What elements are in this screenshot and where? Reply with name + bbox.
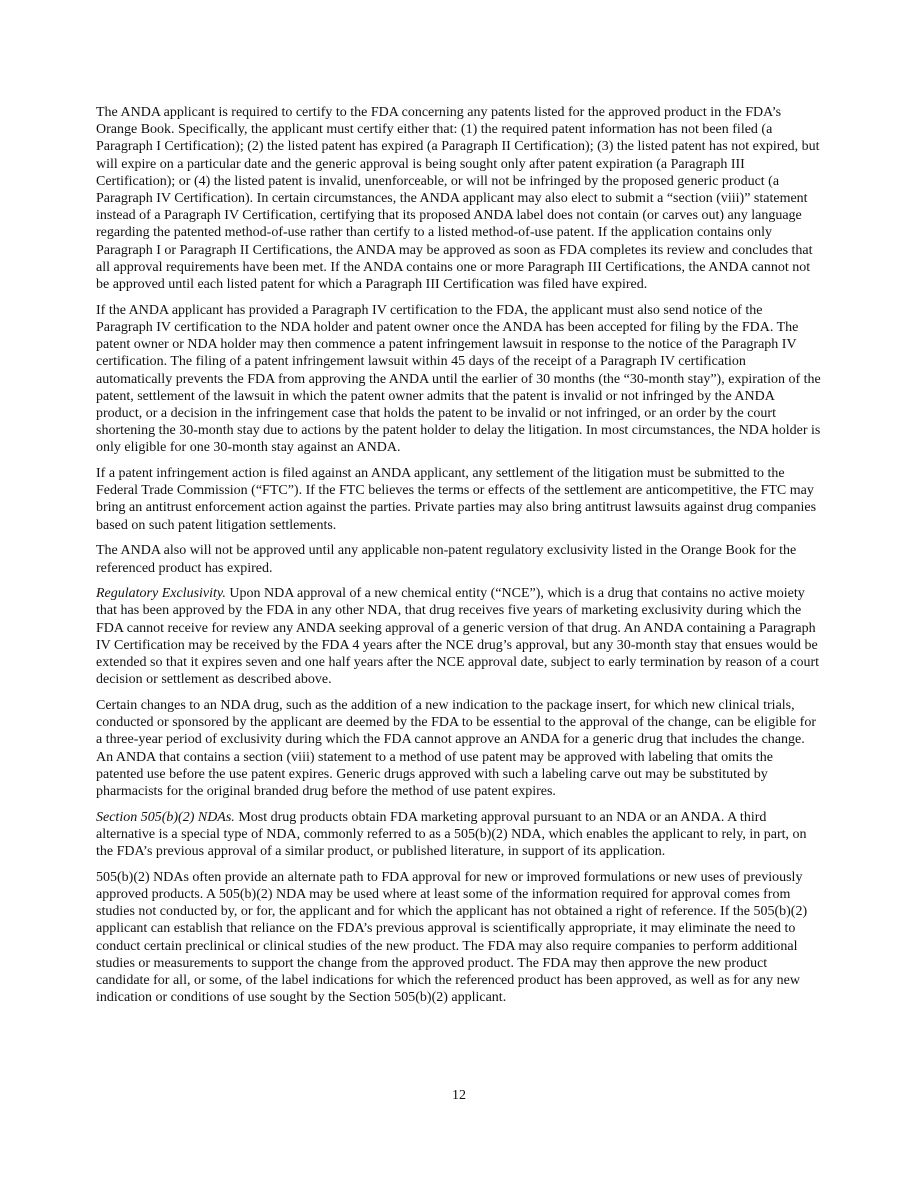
paragraph-heading: Section 505(b)(2) NDAs. xyxy=(96,809,235,825)
paragraph-text: If a patent infringement action is filed against an ANDA applicant, any settlement of the litigation must be submitted to the Federal Trade Commission (“FTC”). If the FTC believes the terms or effects of the settlement are anticompetitive, the FTC may bring an antitrust enforcement action against the parties. Private parties may also bring antitrust lawsuits against drug companies based on such patent litigation settlements. xyxy=(96,466,817,533)
paragraph-non-patent-exclusivity xyxy=(96,542,822,576)
paragraph-505b2-alternate-path xyxy=(96,869,822,1007)
paragraph-text: Certain changes to an NDA drug, such as the addition of a new indication to the package insert, for which new clinical trials, conducted or sponsored by the applicant are deemed by the FDA to be essential to the approval of the change, can be eligible for a three-year period of exclusivity during which the FDA cannot approve an ANDA for a generic drug that includes the change. An ANDA that contains a section (viii) statement to a method of use patent may be approved with labeling that omits the patented use before the use patent expires. Generic drugs approved with such a labeling carve out may be substituted by pharmacists for the original branded drug before the method of use patent expires. xyxy=(96,698,816,800)
paragraph-certifications xyxy=(96,104,822,293)
paragraph-text: Upon NDA approval of a new chemical entity (“NCE”), which is a drug that contains no active moiety that has been approved by the FDA in any other NDA, that drug receives five years of marketing exclusivity during which the FDA cannot receive for review any ANDA seeking approval of a generic version of that drug. An ANDA containing a Paragraph IV Certification may be received by the FDA 4 years after the NCE drug’s approval, but any 30-month stay that ensues would be extended so that it expires seven and one half years after the NCE approval date, subject to early termination by reason of a court decision or settlement as described above. xyxy=(96,586,820,688)
page-number: 12 xyxy=(452,1088,466,1103)
paragraph-text: Most drug products obtain FDA marketing approval pursuant to an NDA or an ANDA. A third alternative is a special type of NDA, commonly referred to as a 505(b)(2) NDA, which enables the applicant to rely, in part, on the FDA’s previous approval of a similar product, or published literature, in support of its application. xyxy=(96,809,807,860)
paragraph-text: The ANDA applicant is required to certify to the FDA concerning any patents listed for the approved product in the FDA’s Orange Book. Specifically, the applicant must certify either that: (1) the required patent information has not been filed (a Paragraph I Certification); (2) the listed patent has expired (a Paragraph II Certification); (3) the listed patent has not expired, but will expire on a particular date and the generic approval is being sought only after patent expiration (a Paragraph III Certification); or (4) the listed patent is invalid, unenforceable, or will not be infringed by the proposed generic product (a Paragraph IV Certification). In certain circumstances, the ANDA applicant may also elect to submit a “section (viii)” statement instead of a Paragraph IV Certification, certifying that its proposed ANDA label does not contain (or carves out) any language regarding the patented method-of-use rather than certify to a listed method-of-use patent. If the application contains only Paragraph I or Paragraph II Certifications, the ANDA may be approved as soon as FDA completes its review and concludes that all approval requirements have been met. If the ANDA contains one or more Paragraph III Certifications, the ANDA cannot not be approved until each listed patent for which a Paragraph III Certification was filed have expired. xyxy=(96,105,820,293)
paragraph-text: 505(b)(2) NDAs often provide an alternate path to FDA approval for new or improved formulations or new uses of previously approved products. A 505(b)(2) NDA may be used where at least some of the information required for approval comes from studies not conducted by, or for, the applicant and for which the applicant has not obtained a right of reference. If the 505(b)(2) applicant can establish that reliance on the FDA’s previous approval is scientifically appropriate, it may eliminate the need to conduct certain preclinical or clinical studies of the new product. The FDA may also require companies to perform additional studies or measurements to support the change from the approved product. The FDA may then approve the new product candidate for all, or some, of the label indications for which the referenced product has been approved, as well as for any new indication or conditions of use sought by the Section 505(b)(2) applicant. xyxy=(96,869,808,1006)
paragraph-505b2-ndas xyxy=(96,809,822,861)
paragraph-ftc-settlement xyxy=(96,465,822,534)
paragraph-regulatory-exclusivity xyxy=(96,585,822,688)
paragraph-text: If the ANDA applicant has provided a Paragraph IV certification to the FDA, the applicant must also send notice of the Paragraph IV certification to the NDA holder and patent owner once the ANDA has been accepted for filing by the FDA. The patent owner or NDA holder may then commence a patent infringement lawsuit in response to the notice of the Paragraph IV certification. The filing of a patent infringement lawsuit within 45 days of the receipt of a Paragraph IV certification automatically prevents the FDA from approving the ANDA until the earlier of 30 months (the “30-month stay”), expiration of the patent, settlement of the lawsuit in which the patent owner admits that the patent is invalid or not infringed by the ANDA product, or a decision in the infringement case that holds the patent to be invalid or not infringed, or an order by the court shortening the 30-month stay due to actions by the patent holder to delay the litigation. In most circumstances, the NDA holder is only eligible for one 30-month stay against an ANDA. xyxy=(96,302,821,456)
document-body xyxy=(96,104,822,1015)
paragraph-paragraph-iv-notice xyxy=(96,302,822,457)
paragraph-three-year-exclusivity xyxy=(96,697,822,800)
paragraph-text: The ANDA also will not be approved until any applicable non-patent regulatory exclusivity listed in the Orange Book for the referenced product has expired. xyxy=(96,543,797,576)
paragraph-heading: Regulatory Exclusivity. xyxy=(96,586,226,602)
